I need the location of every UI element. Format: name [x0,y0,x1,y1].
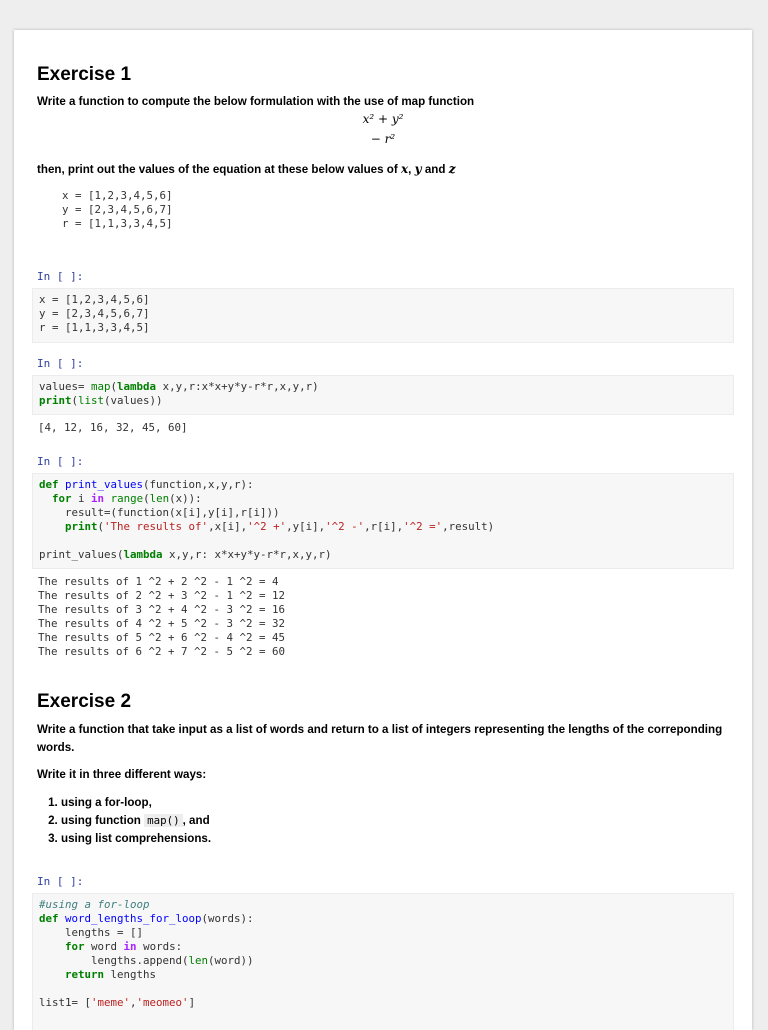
formula-line-2: − r² [370,132,396,146]
inline-code: map() [144,814,183,827]
cell-prompt: In [ ]: [37,455,84,468]
code-line: #using a for-loop [39,898,150,911]
values-line: x = [1,2,3,4,5,6] [62,189,173,202]
code-line [39,982,727,996]
code-line: lengths = [] [65,926,144,939]
code-cell-4[interactable] [32,893,734,1030]
ways-text: Write it in three different ways: [37,768,207,781]
code-line: values= map(lambda x,y,r:x*x+y*y-r*r,x,y,r) [39,380,319,393]
code-line: y = [2,3,4,5,6,7] [39,307,150,320]
values-line: y = [2,3,4,5,6,7] [62,203,173,216]
exercise-2-title: Exercise 2 [37,691,132,712]
code-line: def print_values(function,x,y,r): [39,478,254,491]
notebook-page [14,30,752,1030]
code-line: result=(function(x[i],y[i],r[i])) [65,506,280,519]
var-y: y [414,162,422,176]
cell-prompt: In [ ]: [37,357,84,370]
code-line: for i in range(len(x)): [52,492,202,505]
code-cell-1[interactable] [32,288,734,343]
code-line: def word_lengths_for_loop(words): [39,912,254,925]
cell-3-output [38,575,285,659]
formula-line-1: x² + y² [362,112,404,126]
var-z: z [448,162,456,176]
output-line: The results of 2 ^2 + 3 ^2 - 1 ^2 = 12 [38,589,286,602]
code-line: for word in words: [65,940,183,953]
var-x: x [400,162,409,176]
list-item: 1. using a for-loop, [61,794,211,812]
cell-prompt: In [ ]: [37,875,84,888]
code-line [39,534,727,548]
values-code-block [62,189,173,231]
list-item: 3. using list comprehensions. [61,830,211,848]
code-line: x = [1,2,3,4,5,6] [39,293,150,306]
output-line: The results of 3 ^2 + 4 ^2 - 3 ^2 = 16 [38,603,286,616]
code-line: lengths.append(len(word)) [91,954,254,967]
code-cell-3[interactable] [32,473,734,569]
values-instruction: then, print out the values of the equation at these below values of x, y and z [37,162,456,176]
output-line: The results of 6 ^2 + 7 ^2 - 5 ^2 = 60 [38,645,286,658]
exercise-1-description: Write a function to compute the below formulation with the use of map function [37,95,475,108]
code-cell-2[interactable] [32,375,734,415]
code-line: print('The results of',x[i],'^2 +',y[i],'^2 -',r[i],'^2 =',result) [65,520,495,533]
code-line: return lengths [65,968,157,981]
and-text: and [424,163,446,176]
exercise-2-description: Write a function that take input as a list of words and return to a list of integers representing the lengths of the correponding words. [37,723,723,754]
exercise-1-title: Exercise 1 [37,64,132,85]
code-line: list1= ['meme','meomeo'] [39,996,196,1009]
cell-prompt: In [ ]: [37,270,84,283]
code-line: r = [1,1,3,3,4,5] [39,321,150,334]
output-line: The results of 1 ^2 + 2 ^2 - 1 ^2 = 4 [38,575,279,588]
ways-list [37,794,211,848]
code-line: print(list(values)) [39,394,163,407]
list-item: 2. using function map() , and [61,812,211,830]
code-line: print_values(lambda x,y,r: x*x+y*y-r*r,x,y,r) [39,548,332,561]
values-line: r = [1,1,3,3,4,5] [62,217,173,230]
output-line: The results of 5 ^2 + 6 ^2 - 4 ^2 = 45 [38,631,286,644]
then-text: then, print out the values of the equation at these below values of [37,163,398,176]
cell-2-output: [4, 12, 16, 32, 45, 60] [38,421,188,434]
output-line: The results of 4 ^2 + 5 ^2 - 3 ^2 = 32 [38,617,286,630]
